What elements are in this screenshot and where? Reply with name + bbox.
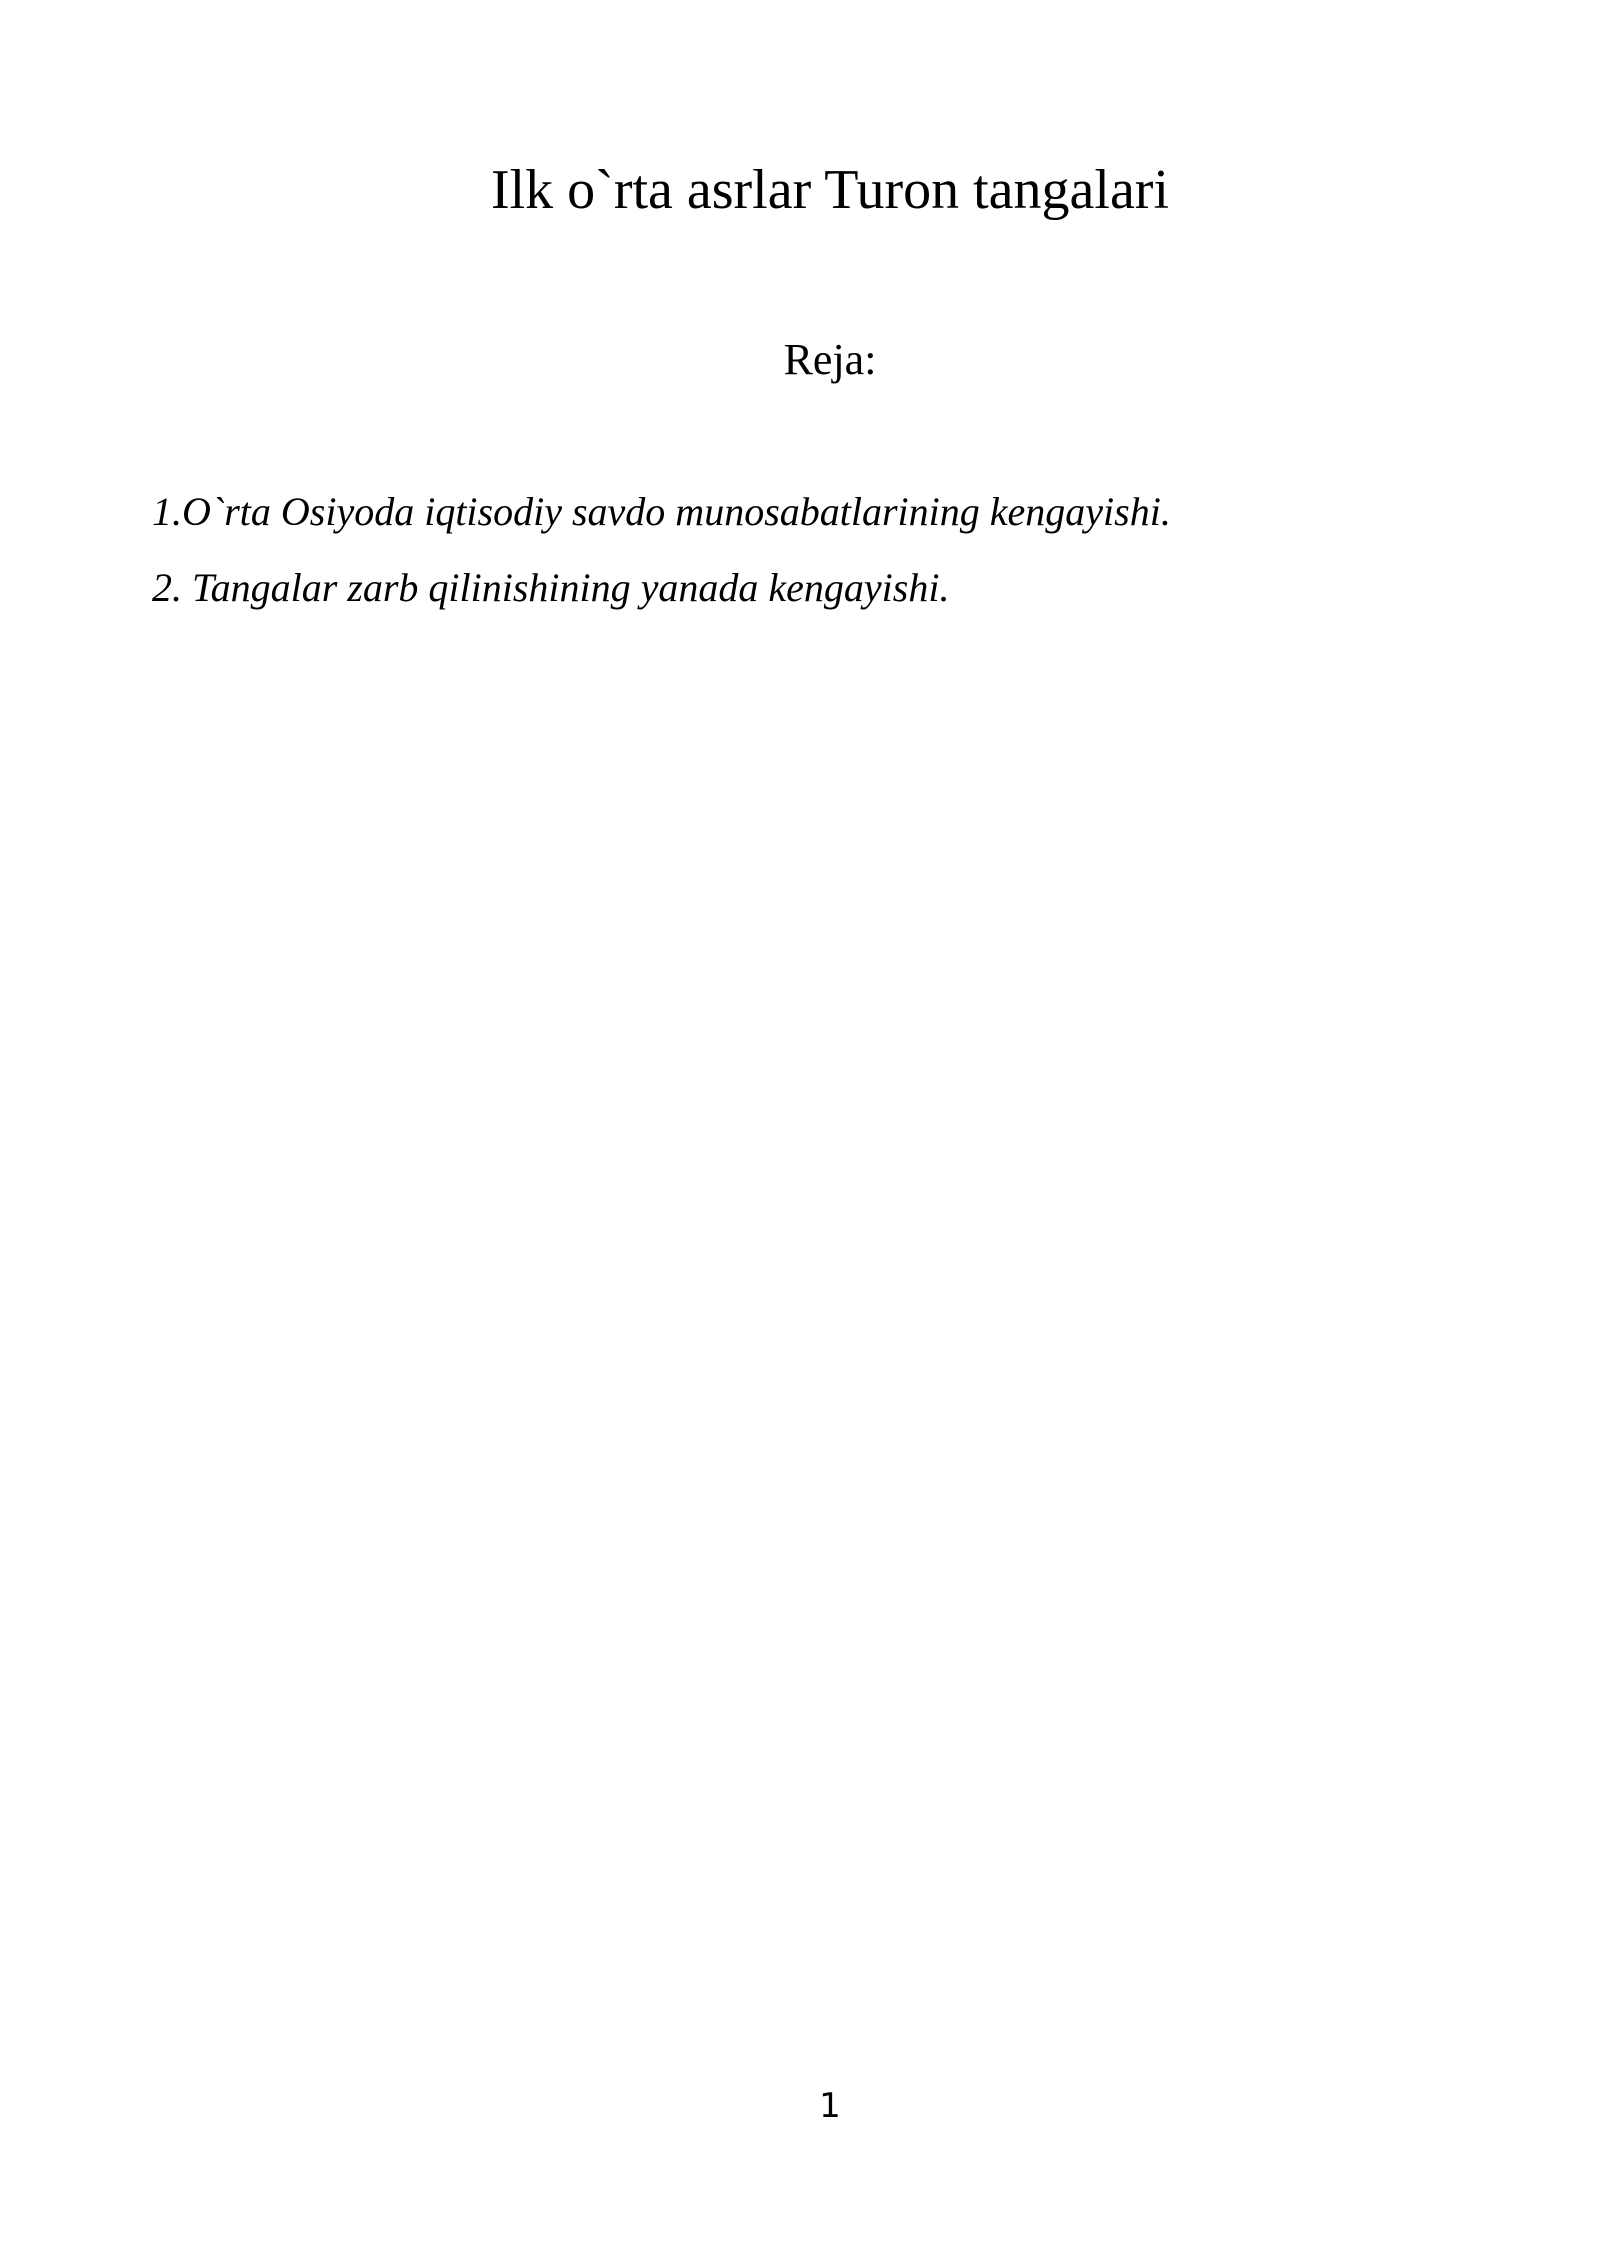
plan-item-1: 1.O`rta Osiyoda iqtisodiy savdo munosabatlarining kengayishi. (152, 489, 1171, 534)
plan-list (152, 486, 1552, 638)
plan-heading: Reja: (783, 335, 877, 384)
document-title: Ilk o`rta asrlar Turon tangalari (490, 159, 1170, 221)
plan-item-2: 2. Tangalar zarb qilinishining yanada kengayishi. (152, 565, 950, 610)
page-number: 1 (819, 2086, 841, 2126)
